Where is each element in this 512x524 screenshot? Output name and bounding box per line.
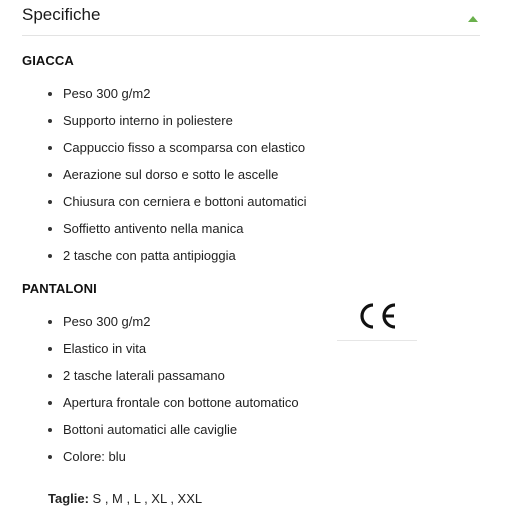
giacca-list: [45, 80, 307, 269]
list-item: Peso 300 g/m2: [45, 80, 307, 107]
pantaloni-heading: PANTALONI: [22, 281, 97, 296]
list-item: Chiusura con cerniera e bottoni automatici: [45, 188, 307, 215]
sizes-row: [48, 491, 202, 506]
pantaloni-list: [45, 308, 299, 470]
list-item: 2 tasche con patta antipioggia: [45, 242, 307, 269]
specs-header[interactable]: [22, 0, 480, 36]
chevron-up-icon[interactable]: [466, 11, 480, 23]
list-item: Elastico in vita: [45, 335, 299, 362]
list-item: Apertura frontale con bottone automatico: [45, 389, 299, 416]
giacca-heading: GIACCA: [22, 53, 74, 68]
sizes-label: Taglie:: [48, 491, 89, 506]
list-item: Bottoni automatici alle caviglie: [45, 416, 299, 443]
list-item: Colore: blu: [45, 443, 299, 470]
list-item: Supporto interno in poliestere: [45, 107, 307, 134]
list-item: Peso 300 g/m2: [45, 308, 299, 335]
specs-title: Specifiche: [22, 5, 101, 24]
list-item: Cappuccio fisso a scomparsa con elastico: [45, 134, 307, 161]
list-item: 2 tasche laterali passamano: [45, 362, 299, 389]
list-item: Aerazione sul dorso e sotto le ascelle: [45, 161, 307, 188]
list-item: Soffietto antivento nella manica: [45, 215, 307, 242]
ce-mark: [337, 298, 417, 341]
sizes-values: S , M , L , XL , XXL: [88, 491, 203, 506]
ce-mark-icon: [355, 300, 399, 332]
